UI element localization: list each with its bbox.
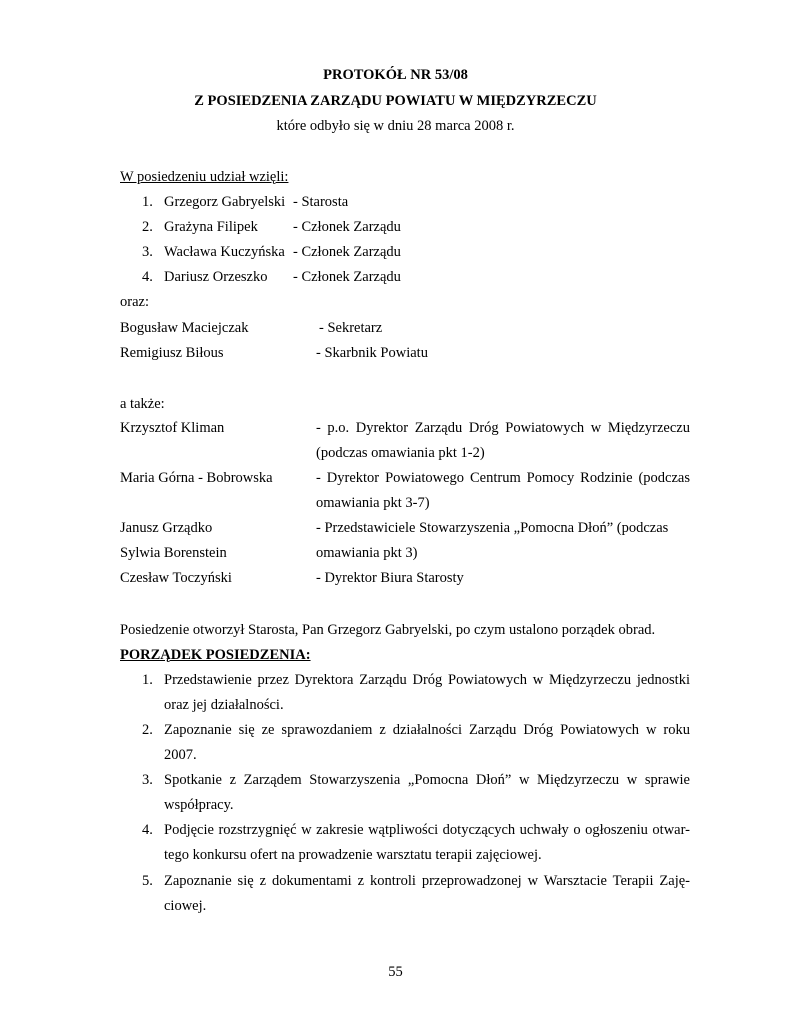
guests-label: a także: — [120, 396, 165, 412]
page-number: 55 — [388, 964, 403, 980]
guest-role-continued: (podczas omawiania pkt 1-2) — [316, 445, 485, 461]
attendees-heading: W posiedzeniu udział wzięli: — [120, 169, 289, 185]
agenda-item-number: 3. — [142, 772, 153, 788]
agenda-item-text: Przedstawienie przez Dyrektora Zarządu Dróg Powiatowych w Międzyrzeczu jednostki — [164, 672, 690, 688]
agenda-item-text-continued: współpracy. — [164, 797, 234, 813]
guest-role: omawiania pkt 3) — [316, 545, 418, 561]
agenda-item-text-continued: oraz jej działalności. — [164, 697, 284, 713]
agenda-item-text: Spotkanie z Zarządem Stowarzyszenia „Pomocna Dłoń” w Międzyrzeczu w sprawie — [164, 772, 690, 788]
member-name: Grzegorz Gabryelski — [164, 194, 286, 210]
also-label: oraz: — [120, 294, 149, 310]
member-role: - Członek Zarządu — [293, 269, 401, 285]
guest-name: Krzysztof Kliman — [120, 420, 225, 436]
member-role: - Członek Zarządu — [293, 219, 401, 235]
member-number: 2. — [142, 219, 153, 235]
official-name: Bogusław Maciejczak — [120, 320, 249, 336]
official-role: - Sekretarz — [319, 320, 383, 336]
document-title: PROTOKÓŁ NR 53/08 — [323, 67, 468, 83]
member-number: 1. — [142, 194, 153, 210]
official-name: Remigiusz Biłous — [120, 345, 224, 361]
agenda-item-number: 4. — [142, 822, 153, 838]
agenda-heading: PORZĄDEK POSIEDZENIA: — [120, 647, 311, 663]
agenda-item-text: Zapoznanie się z dokumentami z kontroli przeprowadzonej w Warsztacie Terapii Zaję- — [164, 873, 690, 889]
member-role: - Członek Zarządu — [293, 244, 401, 260]
agenda-item-number: 1. — [142, 672, 153, 688]
guest-name: Janusz Grządko — [120, 520, 213, 536]
member-role: - Starosta — [293, 194, 349, 210]
member-number: 4. — [142, 269, 153, 285]
agenda-item-number: 5. — [142, 873, 153, 889]
member-name: Dariusz Orzeszko — [164, 269, 268, 285]
member-name: Grażyna Filipek — [164, 219, 258, 235]
document-date-line: które odbyło się w dniu 28 marca 2008 r. — [276, 118, 515, 134]
guest-name: Sylwia Borenstein — [120, 545, 227, 561]
member-number: 3. — [142, 244, 153, 260]
member-name: Wacława Kuczyńska — [164, 244, 285, 260]
agenda-item-text: Zapoznanie się ze sprawozdaniem z działalności Zarządu Dróg Powiatowych w roku — [164, 722, 690, 738]
guest-name: Czesław Toczyński — [120, 570, 232, 586]
agenda-item-text-continued: 2007. — [164, 747, 197, 763]
opening-paragraph: Posiedzenie otworzył Starosta, Pan Grzegorz Gabryelski, po czym ustalono porządek obrad. — [120, 622, 656, 638]
agenda-item-text-continued: tego konkursu ofert na prowadzenie warsztatu terapii zajęciowej. — [164, 847, 542, 863]
guest-name: Maria Górna - Bobrowska — [120, 470, 273, 486]
guest-role: - Dyrektor Powiatowego Centrum Pomocy Rodzinie (podczas — [316, 470, 690, 486]
agenda-item-text: Podjęcie rozstrzygnięć w zakresie wątpliwości dotyczących uchwały o ogłoszeniu otwar- — [164, 822, 690, 838]
official-role: - Skarbnik Powiatu — [316, 345, 428, 361]
agenda-item-number: 2. — [142, 722, 153, 738]
guest-role-continued: omawiania pkt 3-7) — [316, 495, 430, 511]
guest-role: - p.o. Dyrektor Zarządu Dróg Powiatowych w Międzyrzeczu — [316, 420, 690, 436]
document-subtitle: Z POSIEDZENIA ZARZĄDU POWIATU W MIĘDZYRZECZU — [194, 93, 597, 109]
guest-role: - Przedstawiciele Stowarzyszenia „Pomocna Dłoń” (podczas — [316, 520, 669, 536]
guest-role: - Dyrektor Biura Starosty — [316, 570, 464, 586]
agenda-item-text-continued: ciowej. — [164, 898, 207, 914]
